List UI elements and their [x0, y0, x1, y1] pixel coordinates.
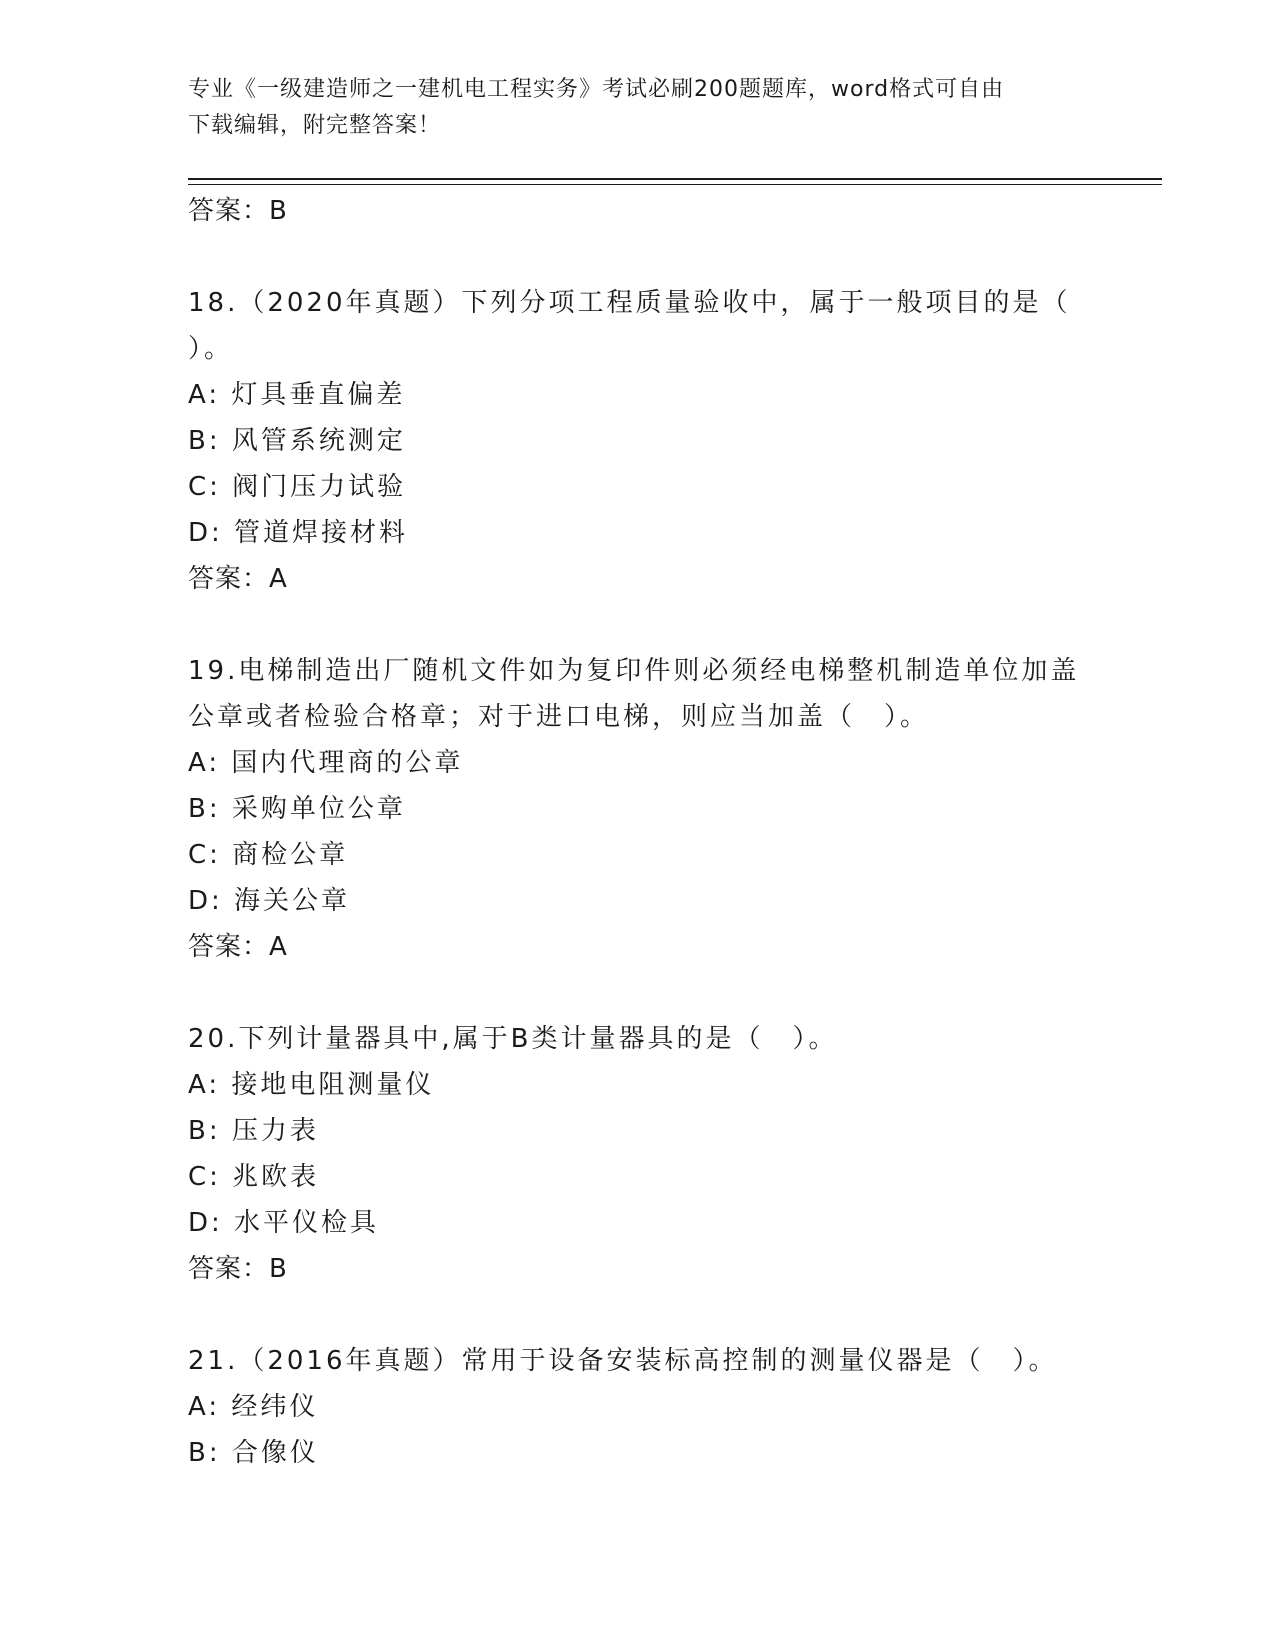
option-d: D: 海关公章 [188, 886, 351, 916]
question-20 [188, 1016, 1088, 1292]
answer: 答案：B [188, 1254, 288, 1284]
previous-answer: 答案：B [188, 196, 288, 226]
option-b: B: 压力表 [188, 1116, 319, 1146]
header-line-2: 下载编辑，附完整答案！ [188, 113, 442, 138]
question-21 [188, 1338, 1088, 1476]
question-19 [188, 648, 1088, 970]
option-b: B: 风管系统测定 [188, 426, 406, 456]
option-c: C: 商检公章 [188, 840, 349, 870]
header-rule-thick [188, 178, 1162, 180]
option-a: A: 接地电阻测量仪 [188, 1070, 435, 1100]
option-a: A: 灯具垂直偏差 [188, 380, 406, 410]
spacer [188, 1292, 1088, 1338]
spacer [188, 234, 1088, 280]
question-stem-line: 公章或者检验合格章；对于进口电梯，则应当加盖（ ）。 [188, 702, 930, 732]
document-header [188, 72, 1088, 144]
option-a: A: 经纬仪 [188, 1392, 319, 1422]
option-c: C: 兆欧表 [188, 1162, 320, 1192]
option-c: C: 阀门压力试验 [188, 472, 407, 502]
question-stem-line: ）。 [188, 334, 234, 364]
question-stem-line: 21.（2016年真题）常用于设备安装标高控制的测量仪器是（ ）。 [188, 1346, 1058, 1376]
option-b: B: 采购单位公章 [188, 794, 406, 824]
answer: 答案：A [188, 932, 288, 962]
option-a: A: 国内代理商的公章 [188, 748, 464, 778]
option-d: D: 管道焊接材料 [188, 518, 409, 548]
answer: 答案：A [188, 564, 288, 594]
question-18 [188, 280, 1088, 602]
option-b: B: 合像仪 [188, 1438, 319, 1468]
question-stem-line: 20.下列计量器具中,属于B类计量器具的是（ ）。 [188, 1024, 838, 1054]
header-line-1: 专业《一级建造师之一建机电工程实务》考试必刷200题题库，word格式可自由 [188, 77, 1005, 102]
question-stem-line: 18.（2020年真题）下列分项工程质量验收中，属于一般项目的是（ [188, 288, 1071, 318]
spacer [188, 970, 1088, 1016]
option-d: D: 水平仪检具 [188, 1208, 380, 1238]
question-list [188, 188, 1088, 1476]
header-rule-thin [188, 184, 1162, 185]
question-stem-line: 19.电梯制造出厂随机文件如为复印件则必须经电梯整机制造单位加盖 [188, 656, 1080, 686]
spacer [188, 602, 1088, 648]
